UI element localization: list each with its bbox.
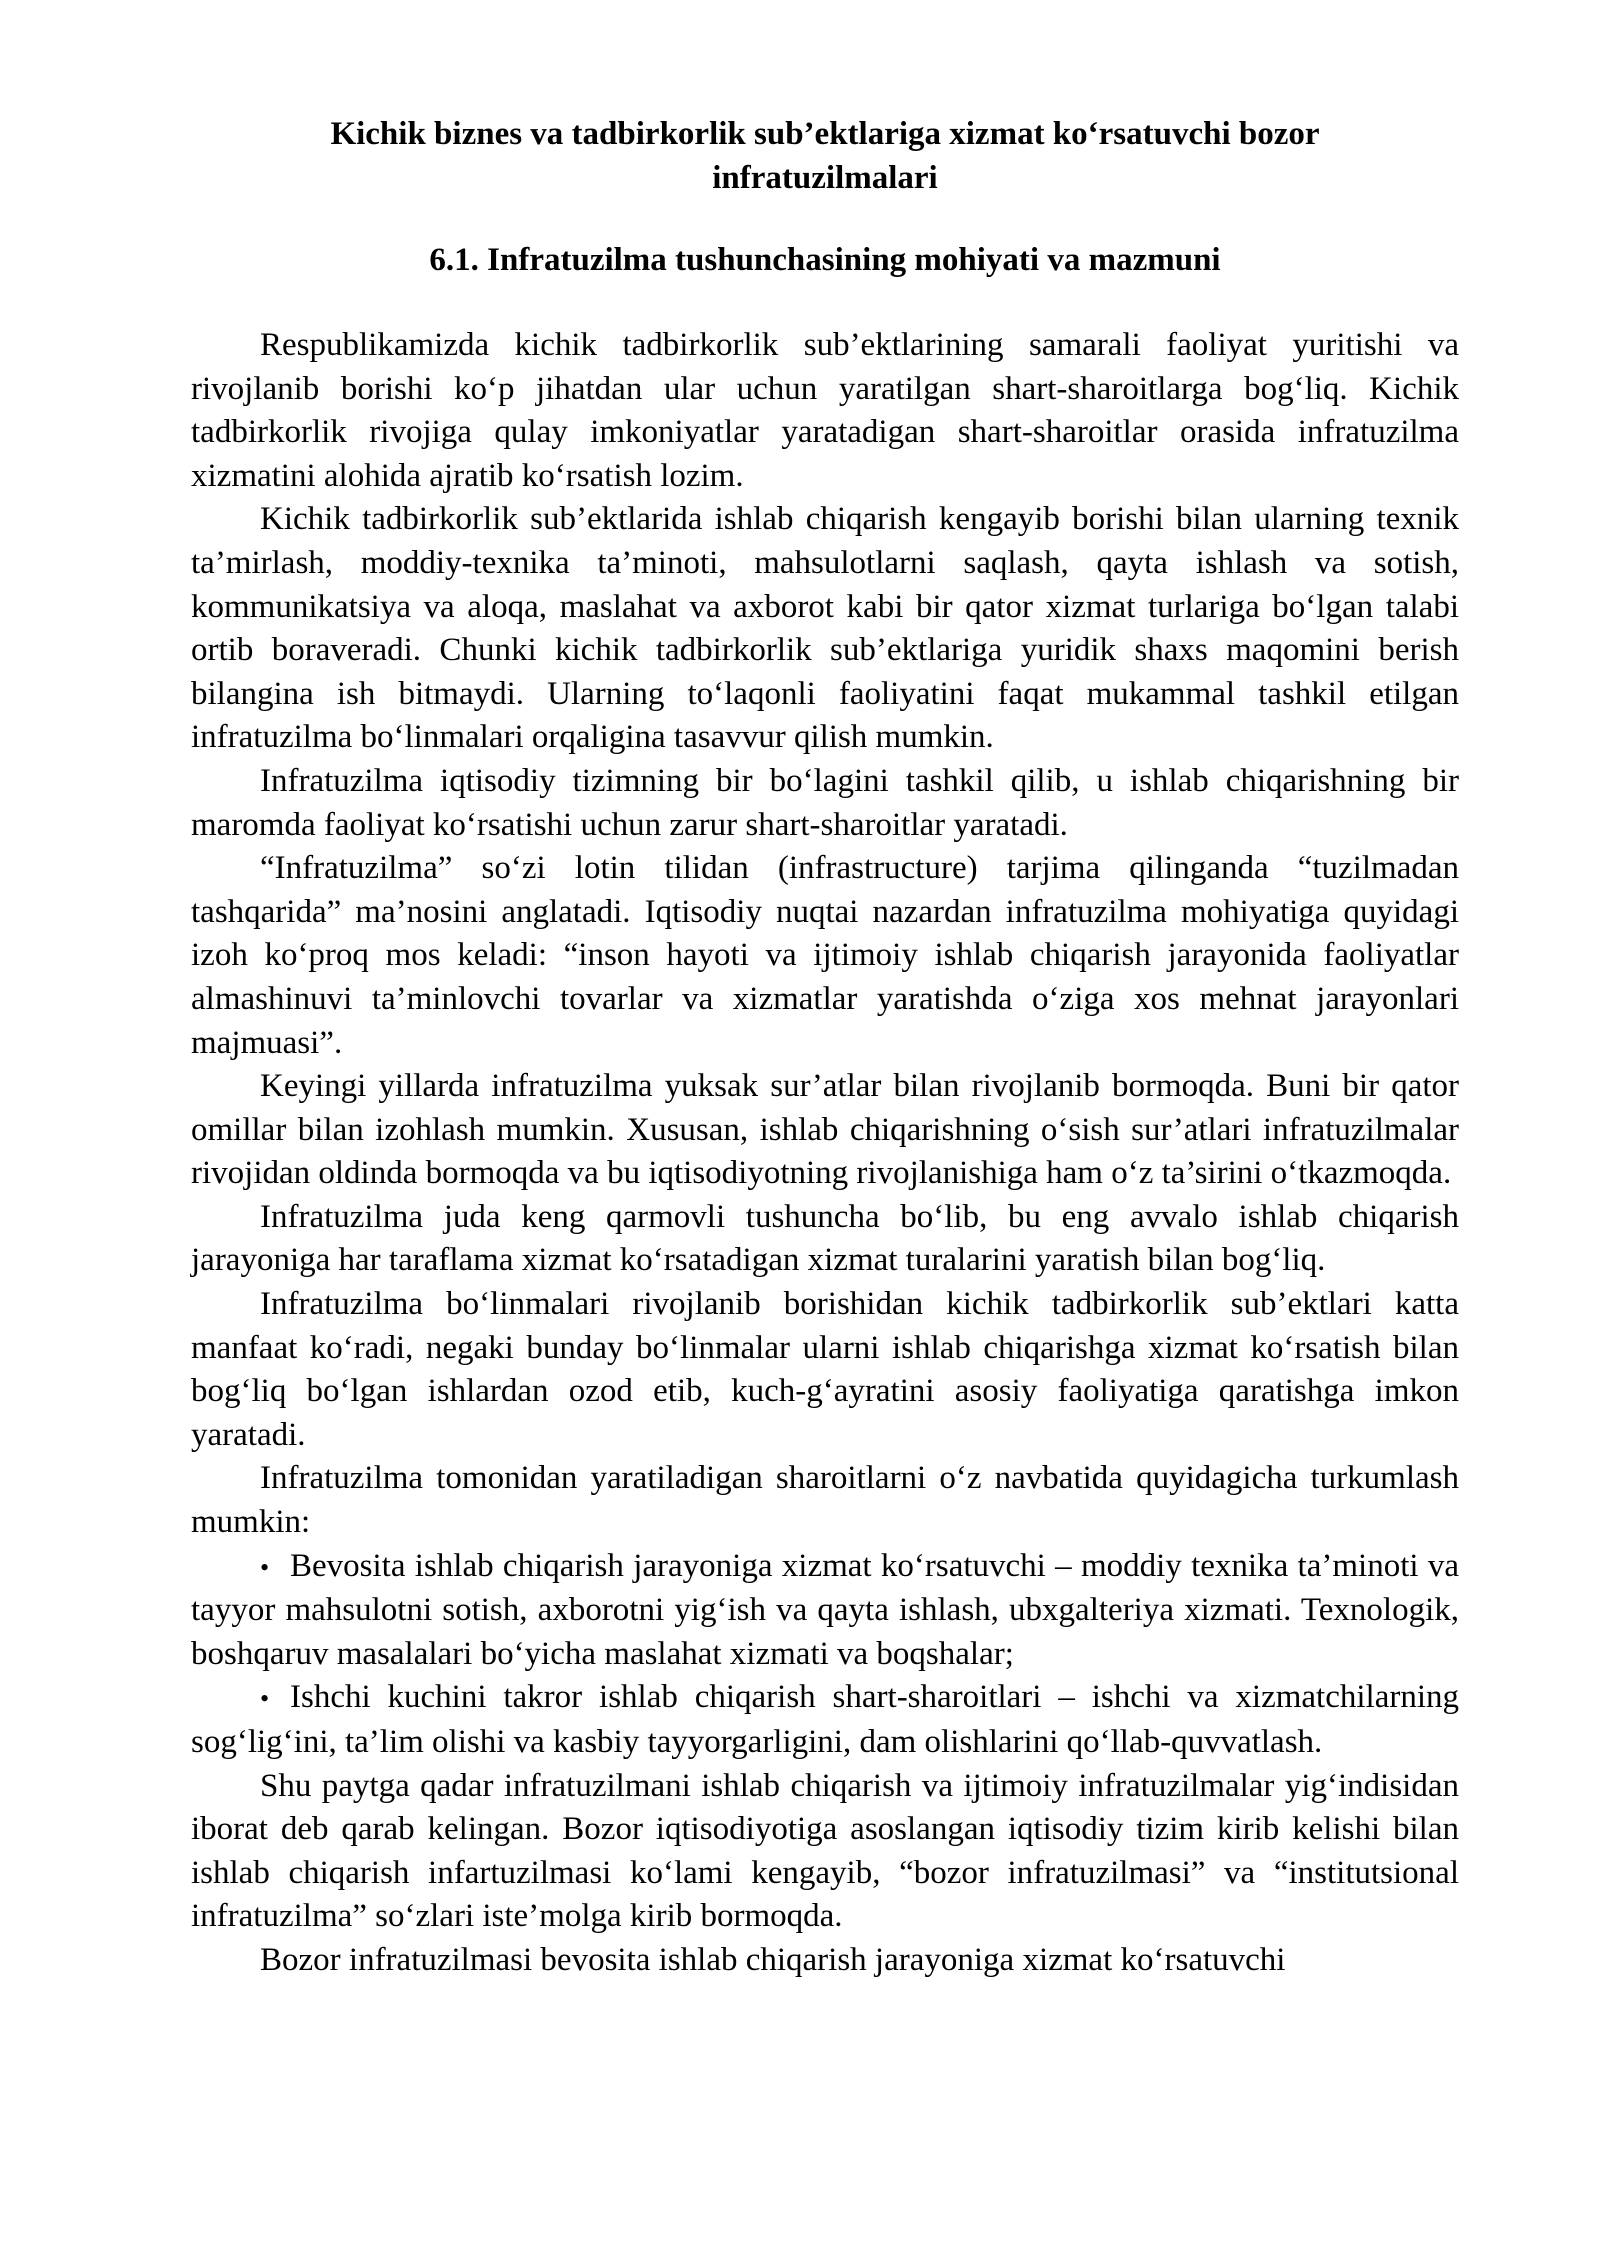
paragraph: Respublikamizda kichik tadbirkorlik sub’ektlarining samarali faoliyat yuritishi va rivojlanib borishi ko‘p jihatdan ular uchun yaratilgan shart-sharoitlarga bog‘liq. Kichik tadbirkorlik rivojiga qulay imkoniyatlar yaratadigan shart-sharoitlar orasida infratuzilma xizmatini alohida ajratib ko‘rsatish lozim. [191,327,1459,494]
paragraph: Infratuzilma bo‘linmalari rivojlanib borishidan kichik tadbirkorlik sub’ektlari katta manfaat ko‘radi, negaki bunday bo‘linmalar ularni ishlab chiqarishga xizmat ko‘rsatish bilan bog‘liq bo‘lgan ishlardan ozod etib, kuch-g‘ayratini asosiy faoliyatiga qaratishga imkon yaratadi. [191,1286,1459,1453]
paragraph: Infratuzilma juda keng qarmovli tushuncha bo‘lib, bu eng avvalo ishlab chiqarish jarayoniga har taraflama xizmat ko‘rsatadigan xizmat turalarini yaratish bilan bog‘liq. [191,1198,1459,1279]
bullet-list-item [191,1545,1459,1677]
paragraph: Bozor infratuzilmasi bevosita ishlab chiqarish jarayoniga xizmat ko‘rsatuvchi [260,1941,1286,1978]
bullet-text: Bevosita ishlab chiqarish jarayoniga xizmat ko‘rsatuvchi – moddiy texnika ta’minoti va tayyor mahsulotni sotish, axborotni yig‘ish va qayta ishlash, ubxgalteriya xizmati. Texnologik, boshqaruv masalalari bo‘yicha maslahat xizmati va boqshalar; [191,1547,1459,1672]
paragraph: “Infratuzilma” so‘zi lotin tilidan (infrastructure) tarjima qilinganda “tuzilmadan tashqarida” ma’nosini anglatadi. Iqtisodiy nuqtai nazardan infratuzilma mohiyatiga quyidagi izoh ko‘proq mos keladi: “inson hayoti va ijtimoiy ishlab chiqarish jarayonida faoliyatlar almashinuvi ta’minlovchi tovarlar va xizmatlar yaratishda o‘ziga xos mehnat jarayonlari majmuasi”. [191,850,1459,1061]
paragraph: Infratuzilma iqtisodiy tizimning bir bo‘lagini tashkil qilib, u ishlab chiqarishning bir maromda faoliyat ko‘rsatishi uchun zarur shart-sharoitlar yaratadi. [191,762,1459,843]
body-text [191,324,1459,1983]
paragraph: Shu paytga qadar infratuzilmani ishlab chiqarish va ijtimoiy infratuzilmalar yig‘indisidan iborat deb qarab kelingan. Bozor iqtisodiyotiga asoslangan iqtisodiy tizim kirib kelishi bilan ishlab chiqarish infartuzilmasi ko‘lami kengayib, “bozor infratuzilmasi” va “institutsional infratuzilma” so‘zlari iste’molga kirib bormoqda. [191,1767,1459,1935]
bullet-list-item [191,1676,1459,1764]
section-heading: 6.1. Infratuzilma tushunchasining mohiyati va mazmuni [429,242,1221,278]
bullet-icon: • [260,1552,270,1582]
paragraph: Kichik tadbirkorlik sub’ektlarida ishlab chiqarish kengayib borishi bilan ularning texnik ta’mirlash, moddiy-texnika ta’minoti, mahsulotlarni saqlash, qayta ishlash va sotish, kommunikatsiya va aloqa, maslahat va axborot kabi bir qator xizmat turlariga bo‘lgan talabi ortib boraveradi. Chunki kichik tadbirkorlik sub’ektlariga yuridik shaxs maqomini berish bilangina ish bitmaydi. Ularning to‘laqonli faoliyatini faqat mukammal tashkil etilgan infratuzilma bo‘linmalari orqaligina tasavvur qilish mumkin. [191,501,1459,756]
paragraph: Infratuzilma tomonidan yaratiladigan sharoitlarni o‘z navbatida quyidagicha turkumlash mumkin: [191,1460,1459,1541]
chapter-title: Kichik biznes va tadbirkorlik sub’ektlariga xizmat ko‘rsatuvchi bozor infratuzilmalari [330,116,1320,196]
bullet-icon: • [260,1684,270,1714]
document-page [191,112,1459,1983]
paragraph: Keyingi yillarda infratuzilma yuksak sur’atlar bilan rivojlanib bormoqda. Buni bir qator omillar bilan izohlash mumkin. Xususan, ishlab chiqarishning o‘sish sur’atlari infratuzilmalar rivojidan oldinda bormoqda va bu iqtisodiyotning rivojlanishiga ham o‘z ta’sirini o‘tkazmoqda. [191,1068,1459,1192]
bullet-text: Ishchi kuchini takror ishlab chiqarish shart-sharoitlari – ishchi va xizmatchilarning sog‘lig‘ini, ta’lim olishi va kasbiy tayyorgarligini, dam olishlarini qo‘llab-quvvatlash. [191,1679,1459,1760]
